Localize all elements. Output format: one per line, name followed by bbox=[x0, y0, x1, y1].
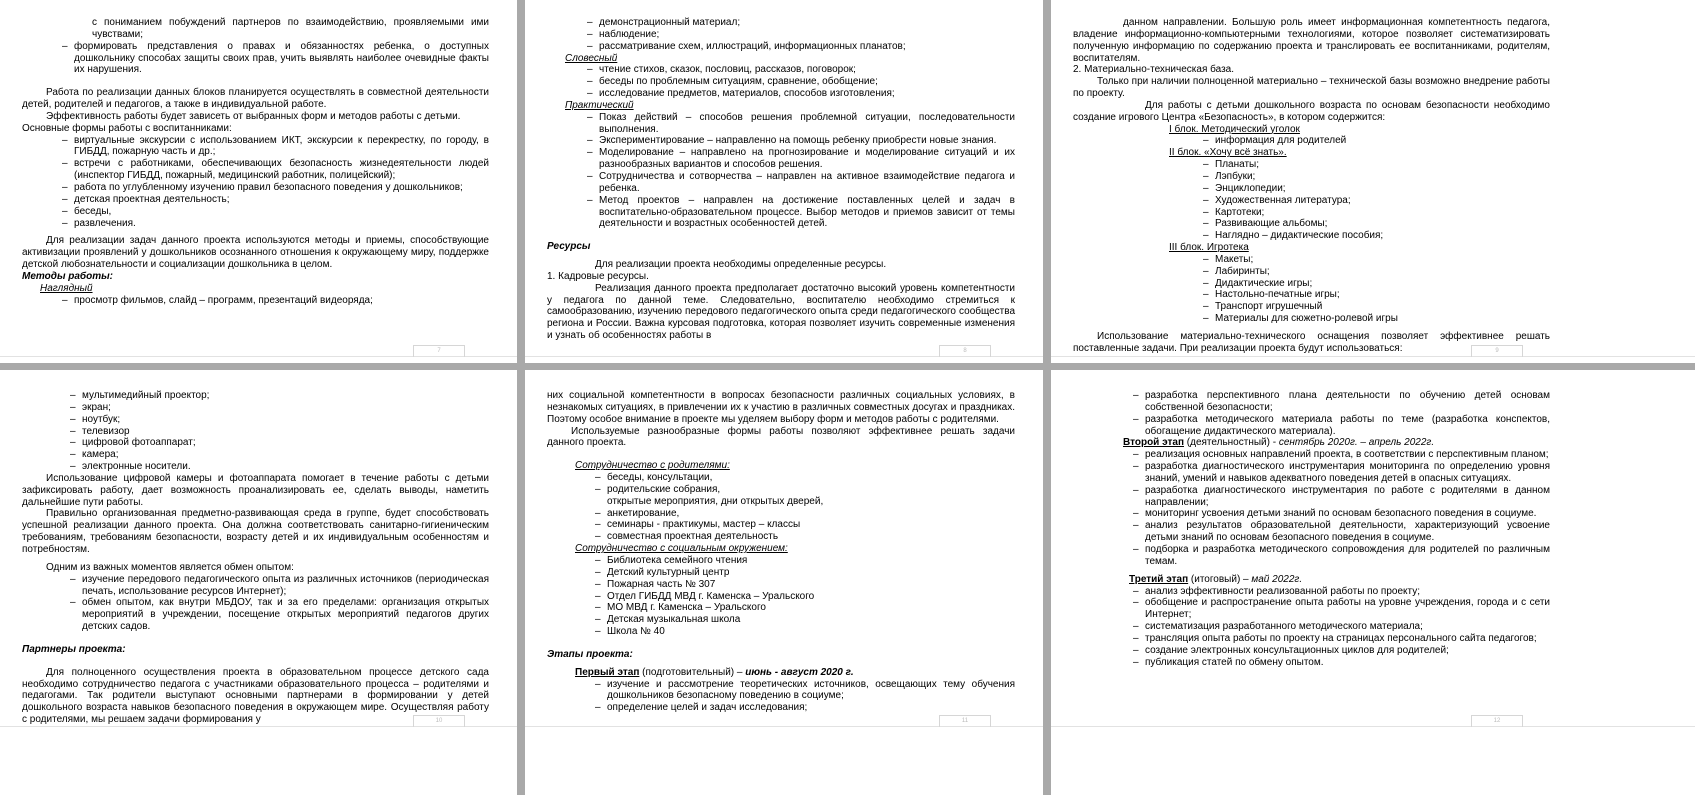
block-title: I блок. Методический уголок bbox=[1169, 123, 1300, 135]
section-heading: Партнеры проекта: bbox=[22, 643, 126, 655]
list-item bbox=[1073, 520, 1550, 544]
list-item bbox=[22, 426, 489, 438]
bullet-dash: – bbox=[587, 64, 593, 76]
list-item bbox=[1073, 135, 1550, 147]
list-item-text: камера; bbox=[82, 449, 119, 461]
bullet-dash: – bbox=[1203, 135, 1209, 147]
paragraph: Правильно организованная предметно-развивающая среда в группе, будет способствовать успешной реализации данного проекта. Она должна соответствовать санитарно-гигиеническим требованиям, требованиям безопасности, возрасту детей и их индивидуальным особенностям и потребностям. bbox=[22, 508, 489, 555]
spacer bbox=[547, 638, 1015, 649]
list-item-text: демонстрационный материал; bbox=[599, 17, 741, 28]
paragraph: данном направлении. Большую роль имеет информационная компетентность педагога, владение информационно-компьютерными технологиями, которое позволяет систематизировать полученную информацию по содержанию проекта и транслировать ее воспитанниками, родителям, воспитателям. bbox=[1073, 17, 1550, 64]
list-item-text: Школа № 40 bbox=[607, 626, 665, 638]
list-item-text: Транспорт игрушечный bbox=[1215, 301, 1323, 313]
bullet-dash: – bbox=[1133, 461, 1139, 473]
list-item-text: Пожарная часть № 307 bbox=[607, 578, 716, 590]
list-item-text: ноутбук; bbox=[82, 413, 121, 425]
list-item bbox=[22, 295, 489, 307]
bullet-dash: – bbox=[1203, 277, 1209, 289]
list-item bbox=[547, 41, 1015, 53]
list-item-text: Моделирование – направлено на прогнозирование и моделирование ситуаций и их разнообразных вариантов и способов решения. bbox=[599, 147, 1015, 171]
bullet-dash: – bbox=[595, 626, 601, 638]
list-item-text: исследование предметов, материалов, способов изготовления; bbox=[599, 88, 895, 100]
list-item-text: обобщение и распространение опыта работы на уровне учреждения, города и с сети Интернет; bbox=[1145, 597, 1550, 621]
page-content bbox=[1073, 17, 1550, 355]
bullet-dash: – bbox=[595, 578, 601, 590]
bullet-dash: – bbox=[1203, 159, 1209, 171]
list-item bbox=[1073, 183, 1550, 195]
page-content bbox=[1073, 390, 1550, 668]
list-item-text: телевизор bbox=[82, 425, 130, 437]
bullet-dash: – bbox=[70, 413, 76, 425]
list-item-text: встречи с работниками, обеспечивающих безопасность жизнедеятельности людей (инспектор ГИБДД, пожарный, медицинский работник, полицейский); bbox=[74, 158, 489, 182]
bullet-dash: – bbox=[587, 135, 593, 147]
list-item bbox=[22, 390, 489, 402]
bullet-dash: – bbox=[595, 614, 601, 626]
list-item bbox=[1073, 485, 1550, 509]
bullet-dash: – bbox=[62, 158, 68, 170]
list-item-text: подборка и разработка методического сопровождения для родителей по различным темам. bbox=[1145, 543, 1550, 567]
list-item-text: разработка диагностического инструментария мониторинга по определению уровня знаний, умений и навыков адекватного поведения детей в опасных ситуациях. bbox=[1145, 461, 1550, 484]
list-item bbox=[547, 679, 1015, 703]
bullet-dash: – bbox=[70, 449, 76, 461]
bullet-dash: – bbox=[70, 437, 76, 449]
bullet-dash: – bbox=[587, 88, 593, 100]
stage-heading bbox=[1073, 574, 1550, 586]
list-item-text: формировать представления о правах и обязанностях ребенка, о доступных дошкольнику способах защиты своих прав, учить выявлять наиболее очевидные факты их нарушения. bbox=[74, 40, 489, 76]
paragraph: Для реализации задач данного проекта используются методы и приемы, способствующие активизации проявлений у дошкольников осознанного отношения к окружающему миру, поддержке детской любознательности и социализации дошкольника в целом. bbox=[22, 235, 489, 271]
paragraph: Работа по реализации данных блоков планируется осуществлять в совместной деятельности детей, родителей и педагогов, а также в индивидуальной работе. bbox=[22, 87, 489, 111]
stage-type: (подготовительный) – bbox=[639, 666, 746, 678]
list-item bbox=[1073, 633, 1550, 645]
bullet-dash: – bbox=[70, 401, 76, 413]
list-item-text: чтение стихов, сказок, пословиц, рассказов, поговорок; bbox=[599, 64, 856, 76]
bullet-dash: – bbox=[1133, 621, 1139, 633]
list-item-text: Детская музыкальная школа bbox=[607, 614, 741, 626]
list-item-text: рассматривание схем, иллюстраций, информационных планатов; bbox=[599, 40, 906, 52]
list-item-text: публикация статей по обмену опытом. bbox=[1145, 656, 1324, 668]
list-item bbox=[1073, 301, 1550, 313]
bullet-dash: – bbox=[1203, 194, 1209, 206]
list-item-text: работа по углубленному изучению правил безопасного поведения у дошкольников; bbox=[74, 181, 463, 193]
list-item-text: Картотеки; bbox=[1215, 206, 1265, 218]
list-item-text: Сотрудничества и сотворчества – направлен на активное взаимодействие педагога и ребенка. bbox=[599, 170, 1015, 194]
bullet-dash: – bbox=[595, 702, 601, 714]
list-item-text: Метод проектов – направлен на достижение поставленных целей и задач в воспитательно-образовательном процессе. Выбор методов и приемов зависит от темы деятельности и возрастных особенностей детей. bbox=[599, 194, 1015, 230]
list-item-text: беседы, bbox=[74, 205, 112, 217]
page-8 bbox=[525, 0, 1043, 363]
list-item bbox=[547, 567, 1015, 579]
block-title: II блок. «Хочу всё знать». bbox=[1169, 147, 1287, 159]
list-item bbox=[1073, 218, 1550, 230]
bullet-dash: – bbox=[70, 425, 76, 437]
list-item-text: определение целей и задач исследования; bbox=[607, 702, 808, 714]
block-title: III блок. Игротека bbox=[1169, 242, 1249, 254]
list-item bbox=[1073, 207, 1550, 219]
section-heading: Ресурсы bbox=[547, 241, 591, 253]
bullet-dash: – bbox=[1203, 218, 1209, 230]
spacer bbox=[22, 656, 489, 667]
bullet-dash: – bbox=[1203, 301, 1209, 313]
list-item-text: Наглядно – дидактические пособия; bbox=[1215, 230, 1384, 242]
list-item-text: Материалы для сюжетно-ролевой игры bbox=[1215, 313, 1398, 325]
list-item-text: наблюдение; bbox=[599, 28, 660, 40]
bullet-dash: – bbox=[70, 461, 76, 473]
paragraph: Для реализации проекта необходимы определенные ресурсы. bbox=[595, 259, 887, 271]
list-item bbox=[1073, 657, 1550, 669]
bullet-dash: – bbox=[1203, 170, 1209, 182]
bullet-dash: – bbox=[595, 472, 601, 484]
list-item-text: экран; bbox=[82, 401, 111, 413]
list-item bbox=[1073, 621, 1550, 633]
bullet-dash: – bbox=[1203, 230, 1209, 242]
list-item-text: беседы, консультации, bbox=[607, 472, 713, 484]
paragraph: Только при наличии полноценной материально – технической базы возможно внедрение работы по проекту. bbox=[1073, 76, 1550, 100]
list-item-text: с пониманием побуждений партнеров по взаимодействию, проявляемыми ими чувствами; bbox=[92, 17, 489, 40]
list-item bbox=[22, 206, 489, 218]
list-item bbox=[547, 531, 1015, 543]
subheading: Сотрудничество с социальным окружением: bbox=[575, 543, 788, 555]
list-item-text: Настольно-печатные игры; bbox=[1215, 289, 1340, 301]
paragraph: Эффективность работы будет зависеть от выбранных форм и методов работы с детьми. bbox=[46, 110, 461, 122]
list-item bbox=[22, 158, 489, 182]
list-item bbox=[1073, 586, 1550, 598]
spacer bbox=[547, 449, 1015, 460]
list-item bbox=[1073, 278, 1550, 290]
list-item-text: просмотр фильмов, слайд – программ, презентаций видеоряда; bbox=[74, 294, 373, 306]
paragraph: Реализация данного проекта предполагает достаточно высокий уровень компетентности у педагога по данной теме. Следовательно, воспитателю необходимо стремиться к самообразованию, изучению передового педагогического опыта среди педагогического сообщества региона и России. Важна курсовая подготовка, которая позволяет изучить современные изменения и узнать об особенностях работы в bbox=[547, 282, 1015, 342]
list-item bbox=[22, 461, 489, 473]
list-item bbox=[547, 64, 1015, 76]
list-item bbox=[547, 88, 1015, 100]
list-item bbox=[22, 414, 489, 426]
list-item-text: разработка методического материала работы по теме (разработка конспектов, обогащение дидактического материала). bbox=[1145, 413, 1550, 437]
list-item bbox=[547, 29, 1015, 41]
bullet-dash: – bbox=[62, 217, 68, 229]
stage-title: Первый этап bbox=[575, 666, 640, 678]
bullet-dash: – bbox=[595, 566, 601, 578]
list-item-text: Дидактические игры; bbox=[1215, 277, 1313, 289]
spacer bbox=[22, 76, 489, 87]
list-item bbox=[1073, 266, 1550, 278]
page-7 bbox=[0, 0, 517, 363]
list-item bbox=[1073, 289, 1550, 301]
list-item bbox=[547, 496, 1015, 508]
list-item bbox=[1073, 597, 1550, 621]
subheading: Наглядный bbox=[40, 282, 93, 294]
page-number: 8 bbox=[939, 345, 991, 357]
list-item-text: обмен опытом, как внутри МБДОУ, так и за его пределами: организация открытых мероприятий в учреждении, посещение открытых мероприятий педагогов других детских садов. bbox=[82, 597, 489, 633]
page-number: 10 bbox=[413, 715, 465, 727]
page-11 bbox=[525, 370, 1043, 795]
list-item-text: мультимедийный проектор; bbox=[82, 390, 210, 401]
bullet-dash: – bbox=[62, 181, 68, 193]
bullet-dash: – bbox=[595, 519, 601, 531]
list-item bbox=[22, 402, 489, 414]
bullet-dash: – bbox=[62, 40, 68, 52]
page-12 bbox=[1051, 370, 1695, 795]
page-content bbox=[547, 17, 1015, 342]
list-item-text: совместная проектная деятельность bbox=[607, 531, 779, 543]
list-item bbox=[547, 76, 1015, 88]
list-item bbox=[1073, 230, 1550, 242]
list-item-text: систематизация разработанного методического материала; bbox=[1145, 621, 1423, 633]
bullet-dash: – bbox=[1133, 597, 1139, 609]
list-item bbox=[1073, 195, 1550, 207]
list-item bbox=[547, 171, 1015, 195]
paragraph: Для работы с детьми дошкольного возраста по основам безопасности необходимо создание игрового Центра «Безопасность», в котором содержится: bbox=[1073, 99, 1550, 123]
list-item bbox=[22, 17, 489, 41]
page-content bbox=[547, 390, 1015, 714]
bullet-dash: – bbox=[1133, 585, 1139, 597]
bullet-dash: – bbox=[62, 134, 68, 146]
list-item bbox=[547, 579, 1015, 591]
list-item-text: информация для родителей bbox=[1215, 135, 1347, 147]
stage-heading bbox=[1073, 437, 1550, 449]
list-item bbox=[1073, 171, 1550, 183]
list-item-text: цифровой фотоаппарат; bbox=[82, 437, 196, 449]
list-item bbox=[1073, 645, 1550, 657]
paragraph: Основные формы работы с воспитанниками: bbox=[22, 122, 232, 134]
list-item bbox=[22, 135, 489, 159]
bullet-dash: – bbox=[1203, 206, 1209, 218]
list-item bbox=[547, 519, 1015, 531]
bullet-dash: – bbox=[587, 17, 593, 28]
list-item bbox=[547, 195, 1015, 231]
spacer bbox=[547, 230, 1015, 241]
paragraph: Используемые разнообразные формы работы позволяют эффективнее решать задачи данного проекта. bbox=[547, 425, 1015, 449]
list-item-text: трансляция опыта работы по проекту на страницах персонального сайта педагогов; bbox=[1145, 632, 1537, 644]
paragraph: Использование цифровой камеры и фотоаппарата помогает в течение работы с детьми зафиксировать работу, дает возможность проанализировать ее, сделать выводы, наметить дальнейшие пути работы. bbox=[22, 472, 489, 508]
list-item-text: Развивающие альбомы; bbox=[1215, 218, 1328, 230]
spacer bbox=[22, 633, 489, 644]
list-item-text: анализ эффективности реализованной работы по проекту; bbox=[1145, 585, 1420, 597]
bullet-dash: – bbox=[1133, 644, 1139, 656]
bullet-dash: – bbox=[70, 573, 76, 585]
page-content bbox=[22, 17, 489, 306]
page-9 bbox=[1051, 0, 1695, 363]
list-item bbox=[1073, 508, 1550, 520]
page-number: 11 bbox=[939, 715, 991, 727]
list-item bbox=[22, 218, 489, 230]
page-10 bbox=[0, 370, 517, 795]
list-item bbox=[547, 508, 1015, 520]
subheading: Практический bbox=[565, 99, 634, 111]
list-item bbox=[547, 626, 1015, 638]
section-heading: Методы работы: bbox=[22, 270, 113, 282]
list-item bbox=[1073, 544, 1550, 568]
list-item-text: виртуальные экскурсии с использованием ИКТ, экскурсии к перекрестку, по городу, в ГИБДД, пожарную часть и др.; bbox=[74, 134, 489, 158]
list-item bbox=[22, 41, 489, 77]
list-item-text: изучение и рассмотрение теоретических источников, освещающих тему обучения дошкольников безопасному поведению в социуме; bbox=[607, 678, 1015, 702]
stage-type: (деятельностный) - bbox=[1184, 437, 1279, 449]
list-item-text: анкетирование, bbox=[607, 507, 680, 519]
list-item bbox=[547, 147, 1015, 171]
list-item bbox=[1073, 313, 1550, 325]
list-item bbox=[547, 484, 1015, 496]
list-item bbox=[1073, 414, 1550, 438]
list-item-text: Художественная литература; bbox=[1215, 194, 1351, 206]
page-number: 7 bbox=[413, 345, 465, 357]
bullet-dash: – bbox=[587, 40, 593, 52]
bullet-dash: – bbox=[1133, 520, 1139, 532]
bullet-dash: – bbox=[1203, 265, 1209, 277]
list-item bbox=[1073, 390, 1550, 414]
bullet-dash: – bbox=[1203, 253, 1209, 265]
list-item bbox=[547, 614, 1015, 626]
list-item bbox=[22, 182, 489, 194]
list-item-text: Показ действий – способов решения проблемной ситуации, последовательности выполнения. bbox=[599, 111, 1015, 135]
page-number: 12 bbox=[1471, 715, 1523, 727]
paragraph: них социальной компетентности в вопросах безопасности различных социальных условиях, в незнакомых ситуациях, в привлечении их к участию в различных совместных досугах и праздниках. Поэтому особое внимание в проекте мы уделяем выбору форм и методов работы с родителями. bbox=[547, 390, 1015, 425]
bullet-dash: – bbox=[595, 507, 601, 519]
list-item bbox=[22, 597, 489, 633]
stage-type: (итоговый) – bbox=[1188, 573, 1252, 585]
stage-dates: май 2022г. bbox=[1251, 573, 1303, 585]
stage-dates: июнь - август 2020 г. bbox=[745, 666, 854, 678]
list-item-text: реализация основных направлений проекта, в соответствии с перспективным планом; bbox=[1145, 449, 1549, 461]
bullet-dash: – bbox=[595, 531, 601, 543]
stage-dates: сентябрь 2020г. – апрель 2022г. bbox=[1278, 437, 1435, 449]
list-item-text: родительские собрания, bbox=[607, 483, 721, 495]
bullet-dash: – bbox=[595, 602, 601, 614]
list-item bbox=[22, 194, 489, 206]
list-item-text: МО МВД г. Каменска – Уральского bbox=[607, 602, 766, 614]
paragraph: Одним из важных моментов является обмен опытом: bbox=[46, 561, 294, 573]
paragraph: 2. Материально-техническая база. bbox=[1073, 64, 1235, 76]
list-item-text: Экспериментирование – направленно на помощь ребенку приобрести новые знания. bbox=[599, 135, 997, 147]
list-item-text: детская проектная деятельность; bbox=[74, 193, 230, 205]
list-item-text: Макеты; bbox=[1215, 253, 1254, 265]
bullet-dash: – bbox=[587, 170, 593, 182]
bullet-dash: – bbox=[1133, 543, 1139, 555]
stage-title: Третий этап bbox=[1129, 573, 1189, 585]
bullet-dash: – bbox=[595, 554, 601, 566]
list-item bbox=[1073, 461, 1550, 485]
bullet-dash: – bbox=[1133, 484, 1139, 496]
list-item bbox=[547, 591, 1015, 603]
list-item-text: Детский культурный центр bbox=[607, 566, 730, 578]
stage-heading bbox=[547, 667, 1015, 679]
list-item-text: Лабиринты; bbox=[1215, 265, 1270, 277]
paragraph: Для полноценного осуществления проекта в образовательном процессе детского сада необходимо сотрудничество педагога с участниками образовательного процесса – родителями и педагогами. Так родители выступают основными партнерами в формировании у детей дошкольного возраста навыков безопасного поведения в окружающем мире. Осуществляя работу с родителями, мы решаем задачи формирования у bbox=[22, 666, 489, 726]
paragraph: Использование материально-технического оснащения позволяет эффективнее решать поставленные задачи. При реализации проекта будут использоваться: bbox=[1073, 330, 1550, 354]
list-item bbox=[547, 135, 1015, 147]
bullet-dash: – bbox=[62, 294, 68, 306]
list-item bbox=[1073, 254, 1550, 266]
page-number: 9 bbox=[1471, 345, 1523, 357]
bullet-dash: – bbox=[1133, 508, 1139, 520]
list-item bbox=[1073, 159, 1550, 171]
stage-title: Второй этап bbox=[1123, 437, 1184, 449]
list-item-text: разработка перспективного плана деятельности по обучению детей основам собственной безопасности; bbox=[1145, 390, 1550, 413]
list-item-text: анализ результатов образовательной деятельности, характеризующий усвоение детьми знаний по основам безопасного поведения в социуме. bbox=[1145, 520, 1550, 544]
list-item bbox=[22, 574, 489, 598]
list-item-text: беседы по проблемным ситуациям, сравнение, обобщение; bbox=[599, 76, 878, 88]
bullet-dash: – bbox=[595, 678, 601, 690]
list-item-text: электронные носители. bbox=[82, 461, 191, 473]
bullet-dash: – bbox=[587, 111, 593, 123]
list-item-text: изучение передового педагогического опыта из различных источников (периодическая печать, использование ресурсов Интернет); bbox=[82, 573, 489, 597]
list-item bbox=[547, 112, 1015, 136]
bullet-dash: – bbox=[1133, 656, 1139, 668]
bullet-dash: – bbox=[1203, 289, 1209, 301]
list-item bbox=[547, 555, 1015, 567]
bullet-dash: – bbox=[62, 205, 68, 217]
list-item-text: семинары - практикумы, мастер – классы bbox=[607, 519, 801, 531]
bullet-dash: – bbox=[70, 597, 76, 609]
list-item-text: Библиотека семейного чтения bbox=[607, 554, 748, 566]
list-item bbox=[1073, 449, 1550, 461]
bullet-dash: – bbox=[62, 193, 68, 205]
page-content bbox=[22, 390, 489, 726]
list-item-text: открытые мероприятия, дни открытых дверей, bbox=[607, 495, 824, 507]
bullet-dash: – bbox=[70, 390, 76, 401]
list-item bbox=[22, 437, 489, 449]
list-item-text: Планаты; bbox=[1215, 159, 1259, 171]
section-heading: Этапы проекта: bbox=[547, 648, 633, 660]
bullet-dash: – bbox=[595, 483, 601, 495]
list-item-text: создание электронных консультационных циклов для родителей; bbox=[1145, 644, 1449, 656]
bullet-dash: – bbox=[587, 147, 593, 159]
bullet-dash: – bbox=[595, 590, 601, 602]
list-item-text: Энциклопедии; bbox=[1215, 182, 1286, 194]
list-item-text: Лэпбуки; bbox=[1215, 170, 1256, 182]
list-item-text: развлечения. bbox=[74, 217, 136, 229]
bullet-dash: – bbox=[1133, 413, 1139, 425]
list-item bbox=[547, 602, 1015, 614]
paragraph: 1. Кадровые ресурсы. bbox=[547, 270, 649, 282]
list-item-text: мониторинг усвоения детьми знаний по основам безопасного поведения в социуме. bbox=[1145, 508, 1537, 520]
list-item bbox=[22, 449, 489, 461]
bullet-dash: – bbox=[587, 28, 593, 40]
list-item-text: Отдел ГИБДД МВД г. Каменска – Уральского bbox=[607, 590, 815, 602]
bullet-dash: – bbox=[1133, 632, 1139, 644]
subheading: Словесный bbox=[565, 52, 618, 64]
bullet-dash: – bbox=[1133, 390, 1139, 401]
list-item bbox=[547, 702, 1015, 714]
bullet-dash: – bbox=[587, 76, 593, 88]
list-item bbox=[547, 17, 1015, 29]
list-item-text: разработка диагностического инструментария по работе с родителями в данном направлении; bbox=[1145, 484, 1550, 508]
subheading: Сотрудничество с родителями: bbox=[575, 460, 730, 472]
bullet-dash: – bbox=[1203, 313, 1209, 325]
bullet-dash: – bbox=[1203, 182, 1209, 194]
bullet-dash: – bbox=[587, 194, 593, 206]
bullet-dash: – bbox=[1133, 449, 1139, 461]
list-item bbox=[547, 472, 1015, 484]
